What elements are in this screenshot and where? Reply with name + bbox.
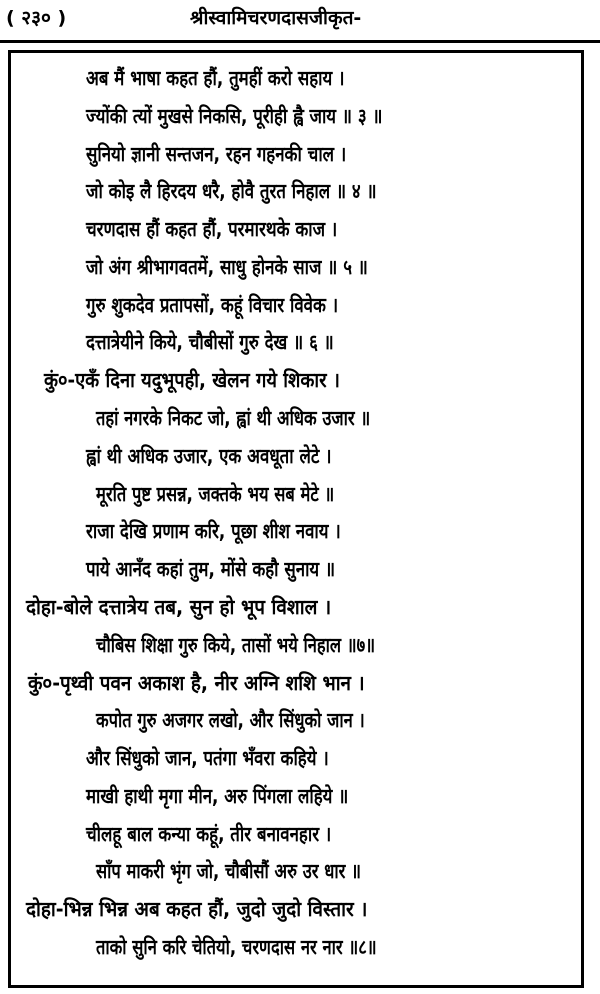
verse-line: चीलहू बाल कन्या कहूं, तीर बनावनहार । xyxy=(86,822,332,846)
verse-line: तहां नगरके निकट जो, ह्वां थी अधिक उजार ॥ xyxy=(96,406,371,430)
verse-line: कुं०-पृथ्वी पवन अकाश है, नीर अग्नि शशि भान । xyxy=(28,671,365,695)
verse-line: साँप माकरी भृंग जो, चौबीसौं अरु उर धार ॥ xyxy=(96,859,361,883)
verse-line: ह्वां थी अधिक उजार, एक अवधूता लेटे । xyxy=(86,444,332,468)
verse-line: राजा देखि प्रणाम करि, पूछा शीश नवाय । xyxy=(86,519,341,543)
verse-line: पाये आनँद कहां तुम, मोंसे कहौ सुनाय ॥ xyxy=(86,557,336,581)
verse-line: जो अंग श्रीभागवतमें, साधु होनके साज ॥ ५ ॥ xyxy=(86,255,368,279)
verse-line: ताको सुनि करि चेतियो, चरणदास नर नार ॥८॥ xyxy=(96,935,377,959)
verse-line: ज्योंकी त्यों मुखसे निकसि, पूरीही ह्वै जाय ॥ ३ ॥ xyxy=(86,104,383,128)
verse-line: माखी हाथी मृगा मीन, अरु पिंगला लहिये ॥ xyxy=(86,784,349,808)
verse-line: दोहा-बोले दत्तात्रेय तब, सुन हो भूप विशाल । xyxy=(26,595,332,619)
page-header xyxy=(0,0,600,30)
verse-line: चरणदास हौं कहत हौं, परमारथके काज । xyxy=(86,217,338,241)
page-number: ( २३० ) xyxy=(6,7,67,29)
verse-line: सुनियो ज्ञानी सन्तजन, रहन गहनकी चाल । xyxy=(86,142,347,166)
header-rule xyxy=(0,40,600,43)
verse-line: कपोत गुरु अजगर लखो, और सिंधुको जान । xyxy=(96,708,365,732)
verse-line: अब मैं भाषा कहत हौं, तुमहीं करो सहाय । xyxy=(86,66,345,90)
verse-line: चौबिस शिक्षा गुरु किये, तासों भये निहाल ॥७॥ xyxy=(96,633,376,657)
running-title: श्रीस्वामिचरणदासजीकृत- xyxy=(190,7,362,29)
verse-line: कुं०-एकँ दिना यदुभूपही, खेलन गये शिकार । xyxy=(44,368,340,392)
verse-line: और सिंधुको जान, पतंगा भँवरा कहिये । xyxy=(86,746,329,770)
verse-line: जो कोइ लै हिरदय धरै, होवै तुरत निहाल ॥ ४ ॥ xyxy=(86,179,377,203)
verse-line: गुरु शुकदेव प्रतापसों, कहूं विचार विवेक । xyxy=(86,293,339,317)
verse-line: दत्तात्रेयीने किये, चौबीसों गुरु देख ॥ ६ ॥ xyxy=(86,330,334,354)
verse-line: दोहा-भिन्न भिन्न अब कहत हौं, जुदो जुदो विस्तार । xyxy=(26,897,368,921)
verse-line: मूरति पुष्ट प्रसन्न, जक्तके भय सब मेटे ॥ xyxy=(96,482,335,506)
